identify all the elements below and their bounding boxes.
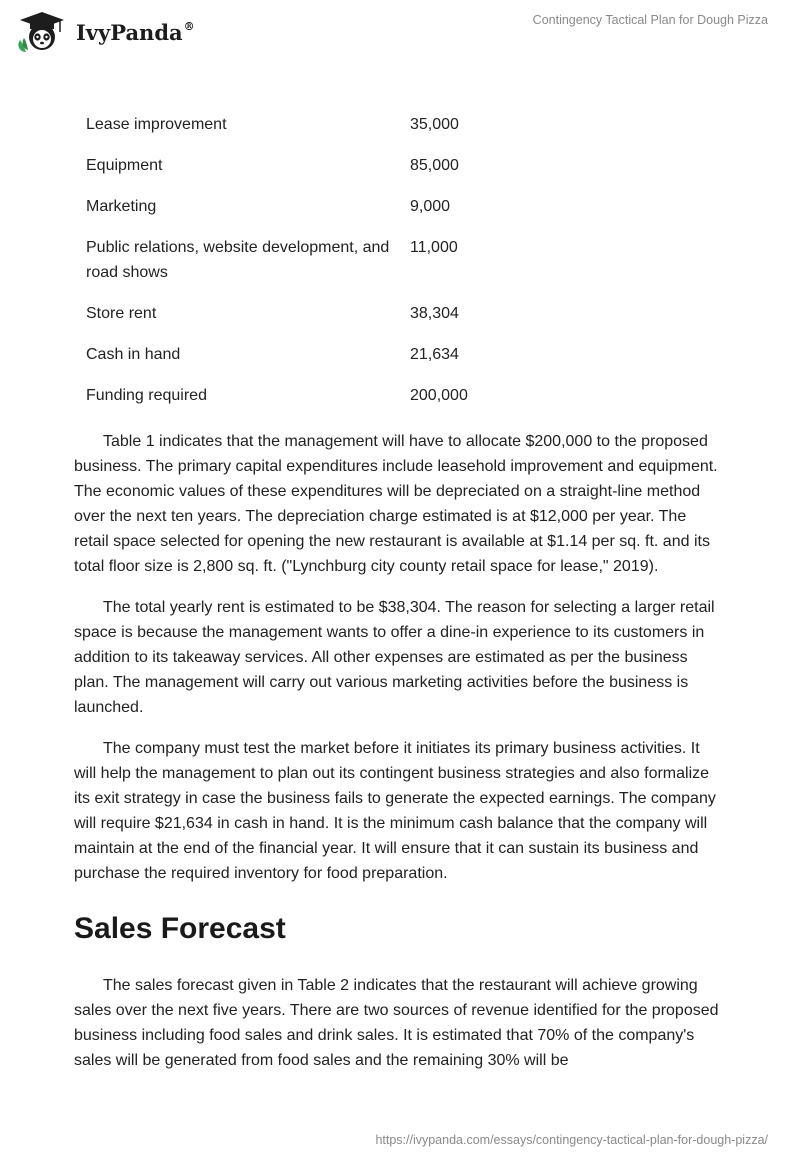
funding-table bbox=[86, 112, 506, 424]
essay-body bbox=[74, 429, 724, 1089]
brand-name: IvyPanda® bbox=[76, 19, 195, 45]
section-heading: Sales Forecast bbox=[74, 912, 286, 945]
table-row bbox=[86, 383, 506, 408]
table-row bbox=[86, 153, 506, 178]
table-row bbox=[86, 235, 506, 285]
row-label: Store rent bbox=[86, 305, 157, 322]
document-title: Contingency Tactical Plan for Dough Pizza bbox=[532, 13, 768, 27]
table-row bbox=[86, 342, 506, 367]
row-label: Cash in hand bbox=[86, 346, 181, 363]
row-value: 35,000 bbox=[410, 116, 459, 133]
page-header bbox=[0, 0, 800, 70]
row-value: 200,000 bbox=[410, 387, 468, 404]
row-value: 11,000 bbox=[410, 239, 458, 256]
body-paragraph: Table 1 indicates that the management will have to allocate $200,000 to the proposed business. The primary capital expenditures include leasehold improvement and equipment. The economic values of these expenditures will be depreciated on a straight-line method over the next ten years. The depreciation charge estimated is at $12,000 per year. The retail space selected for opening the new restaurant is available at $1.14 per sq. ft. and its total floor size is 2,800 sq. ft. ("Lynchburg city county retail space for lease," 2019). bbox=[74, 433, 718, 575]
row-value: 9,000 bbox=[410, 198, 451, 215]
row-label: Equipment bbox=[86, 157, 163, 174]
row-label: Funding required bbox=[86, 387, 207, 404]
table-row bbox=[86, 112, 506, 137]
body-paragraph: The company must test the market before it initiates its primary business activities. It will help the management to plan out its contingent business strategies and also formalize its exit strategy in case the business fails to generate the expected earnings. The company will require $21,634 in cash in hand. It is the minimum cash balance that the company will maintain at the end of the financial year. It will ensure that it can sustain its business and purchase the required inventory for food preparation. bbox=[74, 740, 716, 882]
row-label: Marketing bbox=[86, 198, 157, 215]
row-value: 21,634 bbox=[410, 346, 459, 363]
row-value: 85,000 bbox=[410, 157, 459, 174]
body-paragraph: The sales forecast given in Table 2 indicates that the restaurant will achieve growing sales over the next five years. There are two sources of revenue identified for the proposed business including food sales and drink sales. It is estimated that 70% of the company's sales will be generated from food sales and the remaining 30% will be bbox=[74, 977, 719, 1069]
row-label: Public relations, website development, and road shows bbox=[86, 239, 390, 281]
source-url[interactable]: https://ivypanda.com/essays/contingency-tactical-plan-for-dough-pizza/ bbox=[375, 1133, 768, 1147]
row-value: 38,304 bbox=[410, 305, 459, 322]
body-paragraph: The total yearly rent is estimated to be $38,304. The reason for selecting a larger retail space is because the management wants to offer a dine-in experience to its customers in addition to its takeaway services. All other expenses are estimated as per the business plan. The management will carry out various marketing activities before the business is launched. bbox=[74, 599, 715, 716]
row-label: Lease improvement bbox=[86, 116, 227, 133]
ivypanda-logo[interactable] bbox=[14, 10, 195, 54]
table-row bbox=[86, 301, 506, 326]
table-row bbox=[86, 194, 506, 219]
panda-graduate-logo-icon bbox=[14, 10, 70, 54]
